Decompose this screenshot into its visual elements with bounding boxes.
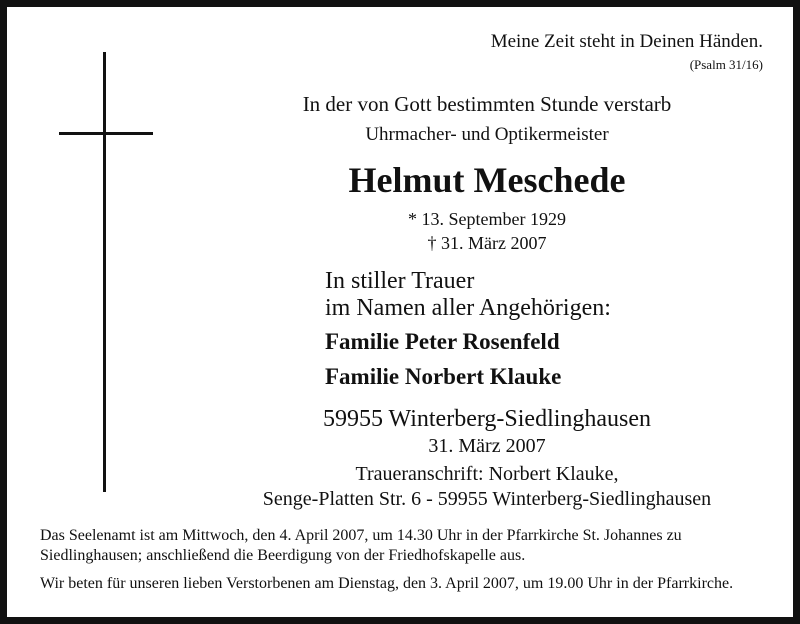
mourning-address-line-2: Senge-Platten Str. 6 - 59955 Winterberg-Siedlinghausen [262,488,712,510]
prayer-notice: Wir beten für unseren lieben Verstorbenen am Dienstag, den 3. April 2007, um 19.00 Uhr in der Pfarrkirche. [40,575,734,592]
profession: Uhrmacher- und Optikermeister [365,124,609,145]
death-date: † 31. März 2007 [427,233,547,253]
mourning-line-1: In stiller Trauer [325,268,475,294]
cross-vertical-bar [103,52,106,492]
place-date: 31. März 2007 [428,435,546,457]
cross-horizontal-bar [59,132,153,135]
mourning-address-line-1: Traueranschrift: Norbert Klauke, [355,463,619,485]
deceased-name: Helmut Meschede [348,160,626,200]
family-name-2: Familie Norbert Klauke [325,364,562,389]
requiem-notice: Das Seelenamt ist am Mittwoch, den 4. April 2007, um 14.30 Uhr in der Pfarrkirche St. Johannes zu Siedlinghausen; anschließend die Beerdigung von der Friedhofskapelle aus. [40,527,682,564]
mourning-line-2: im Namen aller Angehörigen: [325,295,611,321]
death-intro: In der von Gott bestimmten Stunde verstarb [302,92,672,116]
bible-reference: (Psalm 31/16) [689,57,763,72]
place: 59955 Winterberg-Siedlinghausen [322,406,652,432]
birth-date: * 13. September 1929 [408,209,566,229]
bible-quote: Meine Zeit steht in Deinen Händen. [490,31,763,52]
family-name-1: Familie Peter Rosenfeld [325,329,560,354]
